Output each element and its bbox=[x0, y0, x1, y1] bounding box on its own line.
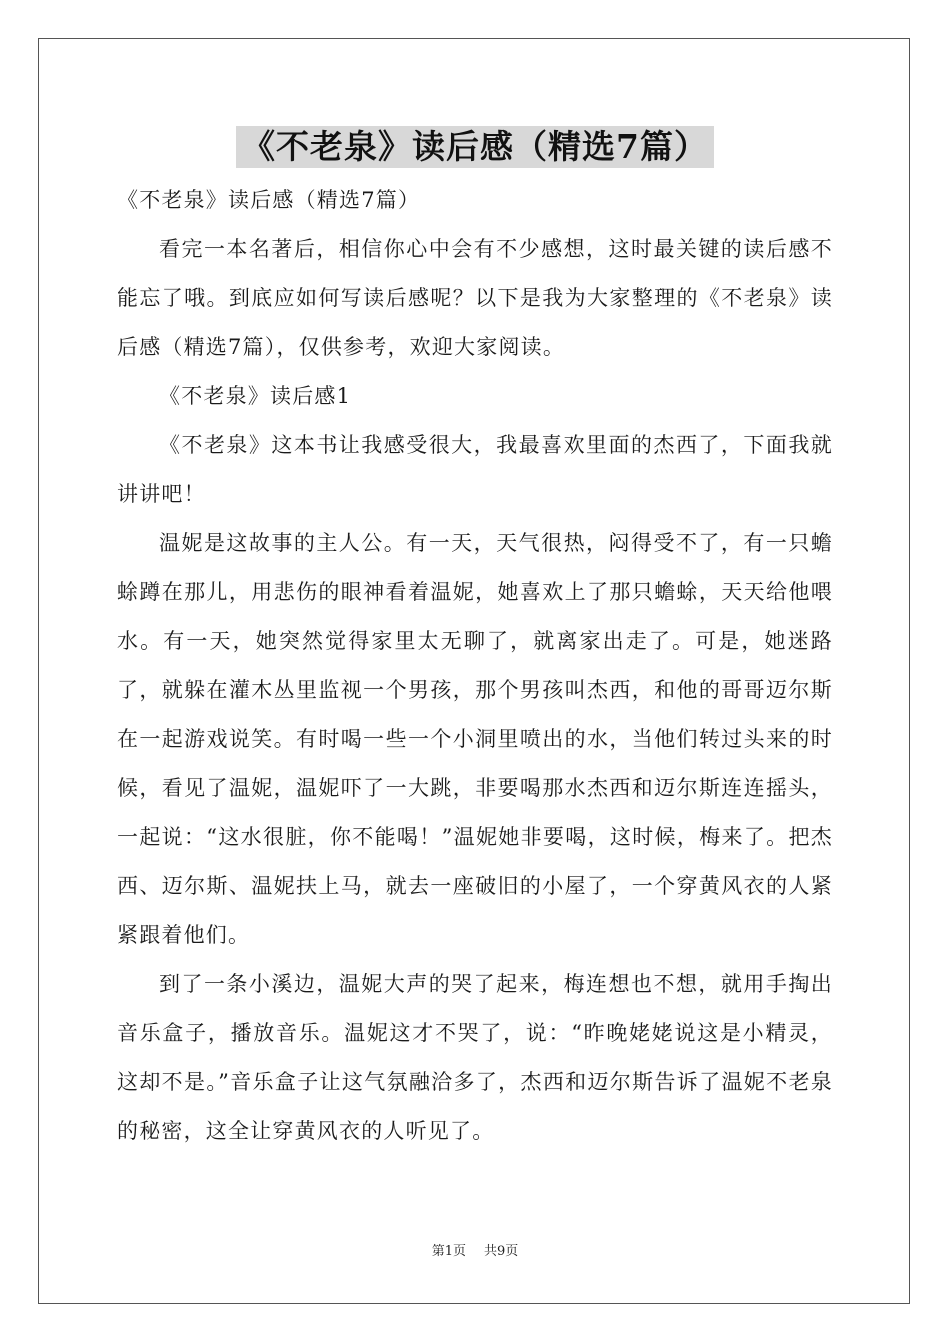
subtitle-line: 《不老泉》读后感（精选7篇） bbox=[117, 188, 421, 212]
intro-paragraph: 看完一本名著后，相信你心中会有不少感想，这时最关键的读后感不能忘了哦。到底应如何写读后感呢？以下是我为大家整理的《不老泉》读后感（精选7篇），仅供参考，欢迎大家阅读。 bbox=[117, 237, 833, 359]
body-paragraph: 到了一条小溪边，温妮大声的哭了起来，梅连想也不想，就用手掏出音乐盒子，播放音乐。温妮这才不哭了，说：“昨晚姥姥说这是小精灵，这却不是。”音乐盒子让这气氛融洽多了，杰西和迈尔斯告诉了温妮不老泉的秘密，这全让穿黄风衣的人听见了。 bbox=[117, 972, 833, 1143]
body-paragraph: 温妮是这故事的主人公。有一天，天气很热，闷得受不了，有一只蟾蜍蹲在那儿，用悲伤的眼神看着温妮，她喜欢上了那只蟾蜍，天天给他喂水。有一天，她突然觉得家里太无聊了，就离家出走了。可是，她迷路了，就躲在灌木丛里监视一个男孩，那个男孩叫杰西，和他的哥哥迈尔斯在一起游戏说笑。有时喝一些一个小洞里喷出的水，当他们转过头来的时候，看见了温妮，温妮吓了一大跳，非要喝那水杰西和迈尔斯连连摇头，一起说：“这水很脏，你不能喝！”温妮她非要喝，这时候，梅来了。把杰西、迈尔斯、温妮扶上马，就去一座破旧的小屋了，一个穿黄风衣的人紧紧跟着他们。 bbox=[117, 531, 833, 947]
section-heading: 《不老泉》读后感1 bbox=[159, 384, 352, 408]
title-container bbox=[0, 126, 950, 168]
document-title: 《不老泉》读后感（精选7篇） bbox=[236, 126, 714, 168]
document-body bbox=[117, 176, 833, 1156]
page-total: 共9页 bbox=[484, 1244, 519, 1259]
page-number: 第1页 bbox=[431, 1244, 466, 1259]
body-paragraph: 《不老泉》这本书让我感受很大，我最喜欢里面的杰西了，下面我就讲讲吧！ bbox=[117, 433, 833, 506]
page-footer bbox=[0, 1240, 950, 1259]
